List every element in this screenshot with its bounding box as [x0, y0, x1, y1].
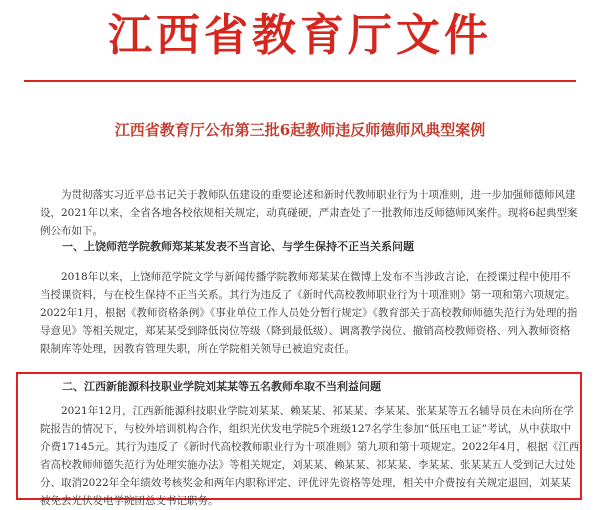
masthead-divider — [24, 80, 576, 82]
section-2-body: 2021年12月，江西新能源科技职业学院刘某某、赖某某、祁某某、李某某、张某某等五名辅导员在未向所在学院报告的情况下，与校外培训机构合作，组织光伏发电学院5个班级127名学生参加“低压电工证”考试，从中获取中介费17145元。其行为违反了《新时代高校教师职业行为十项准则》第九项和第十项规定。2022年4月，根据《江西省高校教师师德失范行为处理实施办法》等相关规定，刘某某、赖某某、祁某某、李某某、张某某五人受到记大过处分、取消2022年全年绩效考核奖金和两年内职称评定、评优评先资格等处理，相关中介费按有关规定退回，刘某某被免去光伏发电学院团总支书记职务。 — [40, 405, 580, 507]
document-title: 江西省教育厅公布第三批6起教师违反师德师风典型案例 — [114, 121, 486, 139]
section-2-heading: 二、江西新能源科技职业学院刘某某等五名教师牟取不当利益问题 — [62, 380, 381, 393]
intro-paragraph: 为贯彻落实习近平总书记关于教师队伍建设的重要论述和新时代教师职业行为十项准则，进一步加强师德师风建设，2021年以来，全省各地各校依规相关规定，动真碰硬，严肃查处了一批教师违反师德师风案件。现将6起典型案例公布如下。 — [40, 189, 578, 237]
section-1-body: 2018年以来，上饶师范学院文学与新闻传播学院教师郑某某在微博上发布不当涉政言论，在授课过程中使用不当授课资料，与在校生保持不正当关系。其行为违反了《新时代高校教师职业行为十项准则》第一项和第六项规定。2022年1月，根据《教师资格条例》《事业单位工作人员处分暂行规定》《教育部关于高校教师师德失范行为处理的指导意见》等相关规定，郑某某受到降低岗位等级（降到最低级）、调离教学岗位、撤销高校教师资格、列入教师资格限制库等处理，因教育管理失职，所在学院相关领导已被追究责任。 — [40, 271, 578, 355]
masthead-title: 江西省教育厅文件 — [108, 10, 492, 61]
section-1-heading: 一、上饶师范学院教师郑某某发表不当言论、与学生保持不正当关系问题 — [62, 240, 414, 253]
